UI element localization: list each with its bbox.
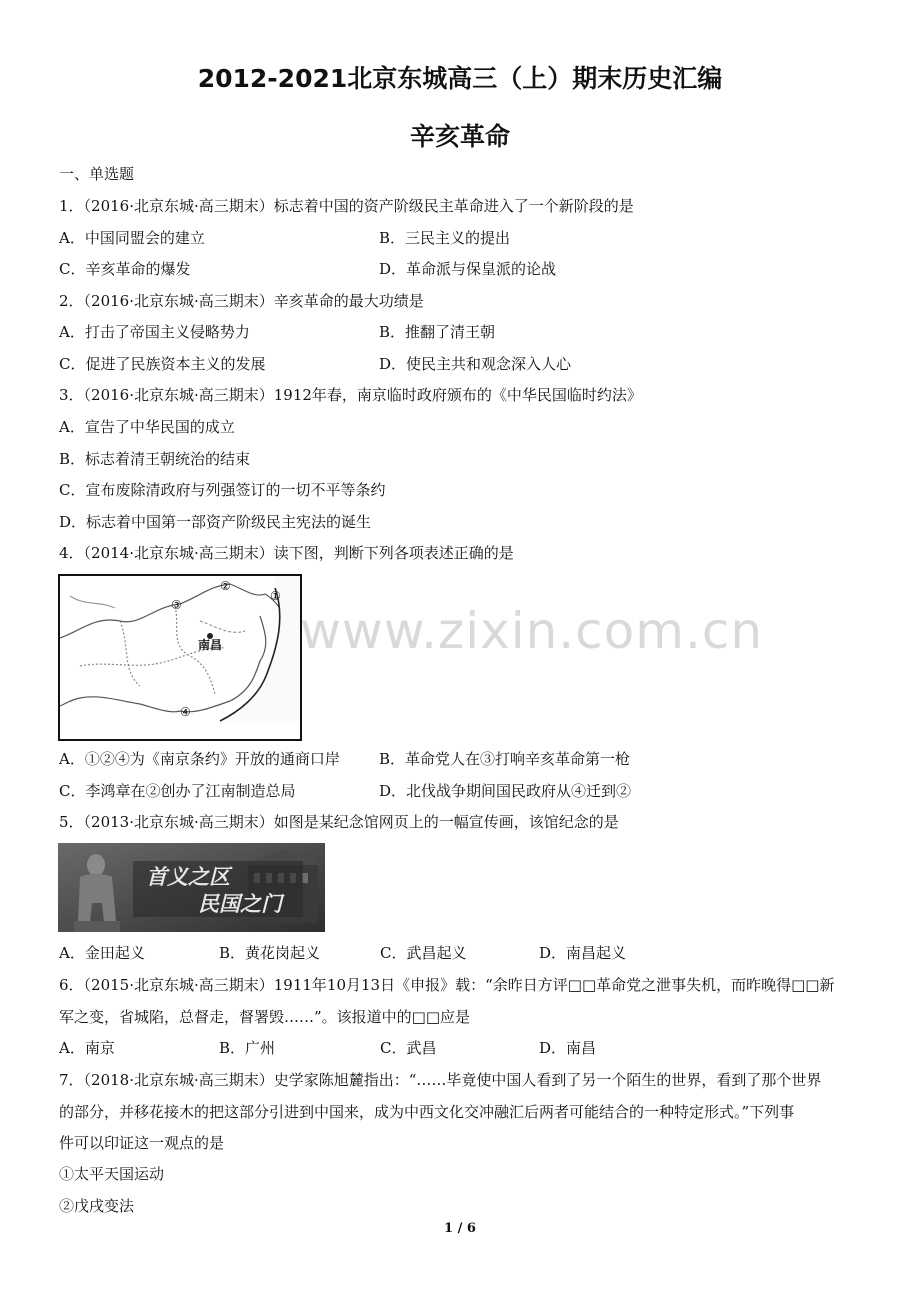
document-subtitle: 辛亥革命: [409, 122, 510, 151]
question-stem: 3．（2016·北京东城·高三期末）1912年春，南京临时政府颁布的《中华民国临时约法》: [59, 386, 642, 404]
china-map-figure: [58, 574, 302, 741]
option-d: D．南昌: [539, 1039, 597, 1057]
option-a: A．宣告了中华民国的成立: [59, 418, 235, 436]
option-c: C．辛亥革命的爆发: [59, 260, 191, 278]
map-label-1: ①: [270, 589, 281, 603]
option-c: C．武昌起义: [380, 944, 467, 962]
poster-text-line2: 民国之门: [198, 891, 282, 916]
question-stem: 2．（2016·北京东城·高三期末）辛亥革命的最大功绩是: [59, 292, 424, 310]
option-b: B．革命党人在③打响辛亥革命第一枪: [379, 750, 631, 768]
poster-text-line1: 首义之区: [146, 864, 230, 889]
option-d: D．南昌起义: [539, 944, 627, 962]
option-c: C．李鸿章在②创办了江南制造总局: [59, 782, 296, 800]
option-b: B．广州: [219, 1039, 276, 1057]
option-d: D．革命派与保皇派的论战: [379, 260, 557, 278]
map-label-3: ③: [171, 598, 182, 612]
option-b: B．三民主义的提出: [379, 229, 511, 247]
option-d: D．北伐战争期间国民政府从④迁到②: [379, 782, 632, 800]
list-item: ①太平天国运动: [59, 1165, 165, 1183]
map-drawing: [60, 576, 300, 739]
question-stem-line1: 6．（2015·北京东城·高三期末）1911年10月13日《申报》载：“余昨日方评□□革命党之泄事失机，而昨晚得□□新: [59, 976, 835, 994]
document-title: 2012-2021北京东城高三（上）期末历史汇编: [197, 64, 723, 93]
question-stem-line1: 7．（2018·北京东城·高三期末）史学家陈旭麓指出：“……毕竟使中国人看到了另一个陌生的世界，看到了那个世界: [59, 1071, 822, 1089]
watermark: www.zixin.com.cn: [300, 602, 764, 660]
option-b: B．标志着清王朝统治的结束: [59, 450, 251, 468]
option-c: C．武昌: [380, 1039, 437, 1057]
poster-drawing: [58, 843, 325, 932]
map-label-nanchang: 南昌: [198, 638, 223, 652]
question-stem-line2: 的部分，并移花接木的把这部分引进到中国来，成为中西文化交冲融汇后两者可能结合的一种特定形式。”下列事: [59, 1103, 795, 1121]
option-d: D．标志着中国第一部资产阶级民主宪法的诞生: [59, 513, 372, 531]
section-heading: 一、单选题: [59, 165, 135, 183]
option-d: D．使民主共和观念深入人心: [379, 355, 572, 373]
option-c: C．促进了民族资本主义的发展: [59, 355, 266, 373]
question-stem: 5．（2013·北京东城·高三期末）如图是某纪念馆网页上的一幅宣传画，该馆纪念的是: [59, 813, 619, 831]
option-a: A．打击了帝国主义侵略势力: [59, 323, 250, 341]
option-b: B．推翻了清王朝: [379, 323, 496, 341]
option-a: A．①②④为《南京条约》开放的通商口岸: [59, 750, 340, 768]
page-number: 1 / 6: [444, 1221, 476, 1236]
option-b: B．黄花岗起义: [219, 944, 321, 962]
map-label-2: ②: [220, 579, 231, 593]
map-label-4: ④: [180, 705, 191, 719]
question-stem: 1．（2016·北京东城·高三期末）标志着中国的资产阶级民主革命进入了一个新阶段的是: [59, 197, 634, 215]
option-a: A．金田起义: [59, 944, 145, 962]
option-a: A．南京: [59, 1039, 115, 1057]
memorial-poster-image: [58, 843, 325, 932]
question-stem: 4．（2014·北京东城·高三期末）读下图，判断下列各项表述正确的是: [59, 544, 514, 562]
question-stem-line3: 件可以印证这一观点的是: [59, 1134, 225, 1152]
option-a: A．中国同盟会的建立: [59, 229, 205, 247]
list-item: ②戊戌变法: [59, 1197, 135, 1215]
option-c: C．宣布废除清政府与列强签订的一切不平等条约: [59, 481, 386, 499]
question-stem-line2: 军之变，省城陷，总督走，督署毁……”。该报道中的□□应是: [59, 1008, 471, 1026]
